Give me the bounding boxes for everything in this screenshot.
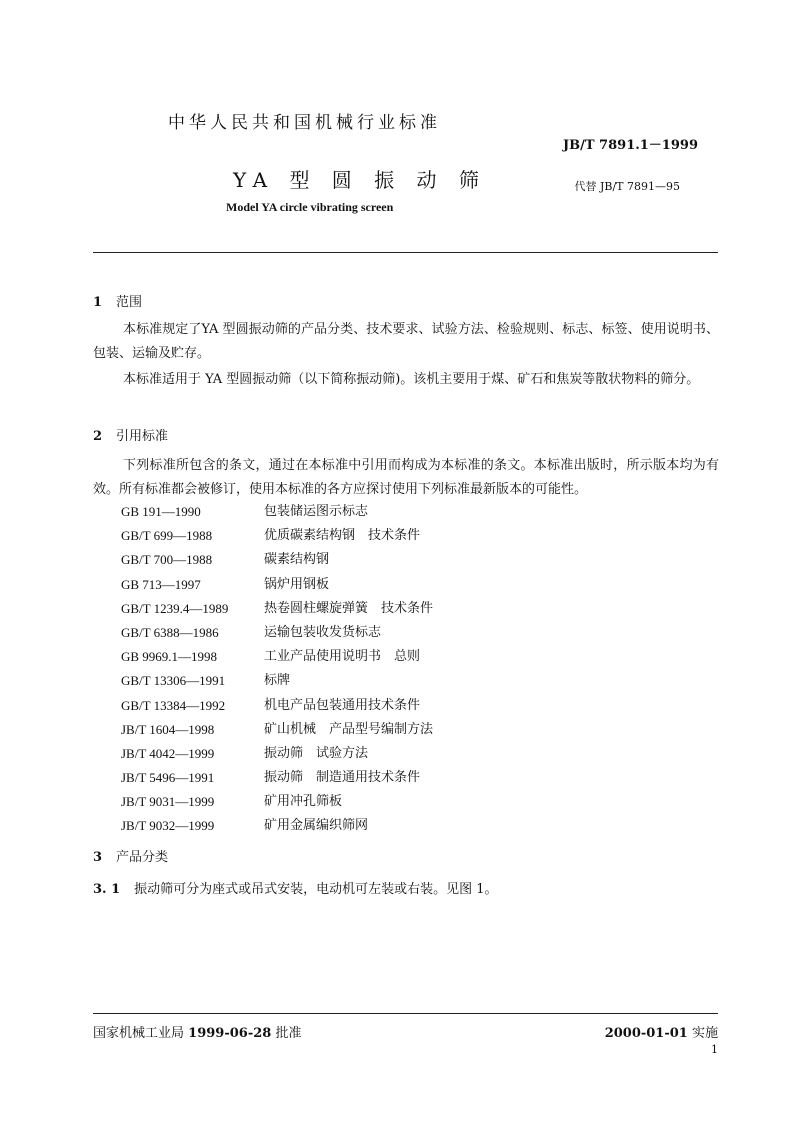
issue-date: 1999-06-28 — [188, 1026, 272, 1041]
referenced-standards-list — [121, 500, 433, 839]
standard-title: 振动筛 试验方法 — [264, 745, 369, 761]
footer-divider — [93, 1013, 718, 1014]
standard-code: GB/T 700—1988 — [121, 552, 213, 568]
list-item — [121, 742, 433, 766]
national-standard-title: 中华人民共和国机械行业标准 — [168, 113, 441, 133]
standard-code: JB/T 5496—1991 — [121, 770, 215, 786]
list-item — [121, 524, 433, 548]
section-title: 产品分类 — [116, 850, 169, 865]
issuer-line — [93, 1022, 301, 1041]
standard-title: 锅炉用钢板 — [264, 576, 330, 592]
subsection-3-1 — [93, 878, 498, 897]
section-title: 范围 — [116, 295, 143, 310]
standard-number: JB/T 7891.1－1999 — [562, 138, 698, 153]
section-title: 引用标准 — [116, 429, 169, 444]
subsection-text: 振动筛可分为座式或吊式安装，电动机可左装或右装。见图 1。 — [134, 882, 498, 897]
standard-code: JB/T 4042—1999 — [121, 745, 215, 761]
standard-title: 运输包装收发货标志 — [264, 624, 382, 640]
list-item — [121, 573, 433, 597]
standard-title: 振动筛 制造通用技术条件 — [264, 770, 421, 786]
standard-code: GB/T 6388—1986 — [121, 624, 219, 640]
section-2-intro: 下列标准所包含的条文，通过在本标准中引用而构成为本标准的条文。本标准出版时，所示版本均为有效。所有标准都会被修订，使用本标准的各方应探讨使用下列标准最新版本的可能性。 — [93, 458, 719, 497]
list-item — [121, 669, 433, 693]
section-1-paragraph-1: 本标准规定了YA 型圆振动筛的产品分类、技术要求、试验方法、检验规则、标志、标签、使用说明书、包装、运输及贮存。 — [93, 322, 719, 361]
standard-code: GB 9969.1—1998 — [121, 649, 218, 665]
effective-line — [605, 1022, 718, 1041]
english-title: Model YA circle vibrating screen — [226, 200, 394, 214]
document-title: YA 型 圆 振 动 筛 — [233, 168, 487, 192]
standard-code: JB/T 9031—1999 — [121, 794, 215, 810]
standard-title: 机电产品包装通用技术条件 — [264, 697, 421, 713]
subsection-number: 3. 1 — [93, 882, 121, 897]
standard-title: 工业产品使用说明书 总则 — [264, 649, 421, 665]
section-number: 2 — [93, 429, 103, 444]
list-item — [121, 694, 433, 718]
standard-title: 优质碳素结构钢 技术条件 — [264, 528, 421, 544]
section-1-paragraph-2: 本标准适用于 YA 型圆振动筛（以下简称振动筛)。该机主要用于煤、矿石和焦炭等散状物料的筛分。 — [123, 372, 700, 387]
standard-code: GB/T 13306—1991 — [121, 673, 226, 689]
standard-title: 矿用冲孔筛板 — [264, 794, 343, 810]
standard-title: 热卷圆柱螺旋弹簧 技术条件 — [264, 600, 434, 616]
header-divider — [93, 252, 718, 253]
standard-code: GB/T 699—1988 — [121, 528, 213, 544]
list-item — [121, 718, 433, 742]
standard-code: GB/T 13384—1992 — [121, 697, 226, 713]
list-item — [121, 500, 433, 524]
list-item — [121, 645, 433, 669]
page-number: 1 — [711, 1043, 718, 1056]
standard-code: GB/T 1239.4—1989 — [121, 600, 229, 616]
standard-title: 标牌 — [264, 673, 291, 689]
section-3-heading — [93, 846, 168, 865]
effective-label: 实施 — [691, 1026, 718, 1041]
list-item — [121, 766, 433, 790]
standard-code: GB 191—1990 — [121, 504, 201, 519]
replaces-standard: 代替 JB/T 7891—95 — [574, 180, 680, 193]
list-item — [121, 597, 433, 621]
section-1-heading — [93, 291, 142, 310]
section-number: 1 — [93, 295, 103, 310]
standard-code: JB/T 1604—1998 — [121, 721, 215, 737]
list-item — [121, 790, 433, 814]
effective-date: 2000-01-01 — [604, 1026, 688, 1041]
standard-title: 包装储运图示标志 — [264, 504, 369, 519]
standard-code: JB/T 9032—1999 — [121, 818, 215, 834]
list-item — [121, 814, 433, 838]
issue-label: 批准 — [275, 1026, 302, 1041]
issuer: 国家机械工业局 — [93, 1026, 185, 1041]
list-item — [121, 548, 433, 572]
standard-title: 矿用金属编织筛网 — [264, 818, 369, 834]
section-number: 3 — [93, 850, 103, 865]
standard-title: 碳素结构钢 — [264, 552, 330, 568]
standard-code: GB 713—1997 — [121, 576, 201, 592]
list-item — [121, 621, 433, 645]
standard-title: 矿山机械 产品型号编制方法 — [264, 721, 434, 737]
section-2-heading — [93, 425, 168, 444]
